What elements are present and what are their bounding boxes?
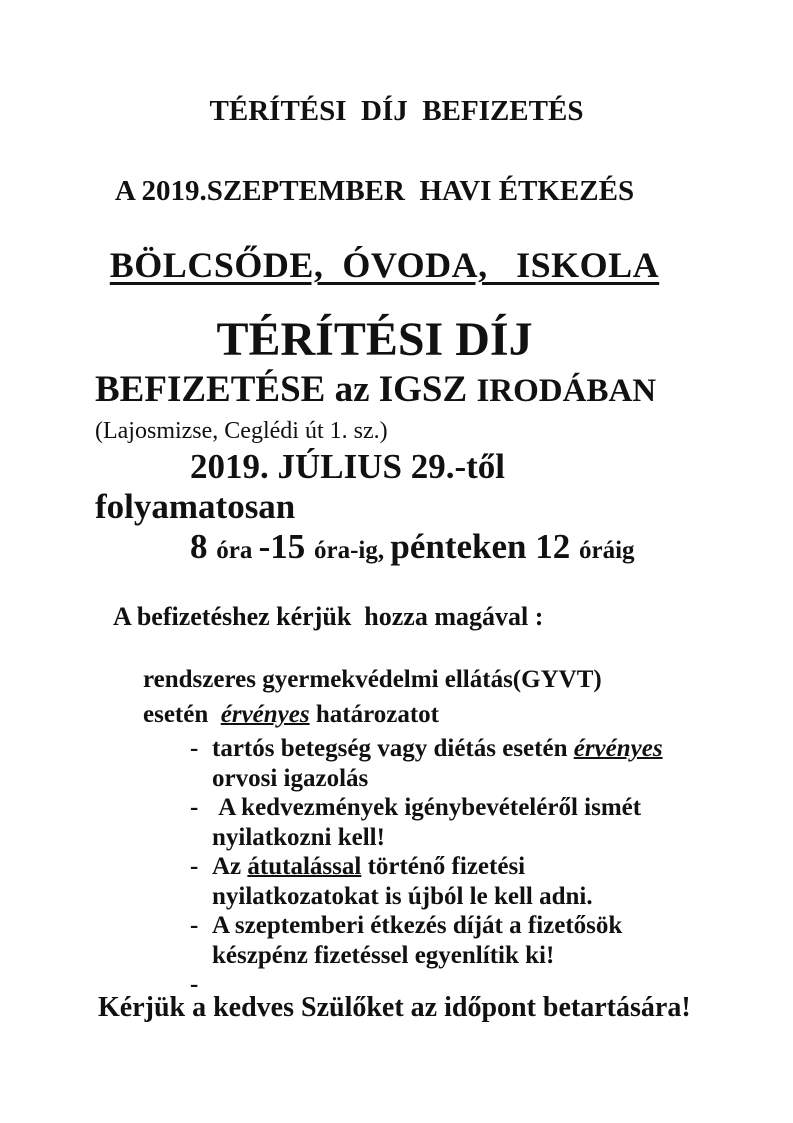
bullet-1-line-2: orvosi igazolás [212, 764, 369, 792]
bullet-1-valid-emphasis: érvényes [573, 735, 663, 762]
bullet-text [212, 793, 753, 852]
hours-small-2: óra-ig, [314, 537, 391, 564]
bullet-text [212, 852, 753, 911]
bullet-1-pre: tartós betegség vagy diétás esetén [212, 735, 574, 762]
intro-line2-post: határozatot [309, 701, 439, 728]
bullet-1-line-1 [212, 734, 753, 764]
bullet-dash: - [190, 794, 199, 821]
requirements-intro [143, 662, 753, 732]
requirements-list [190, 734, 753, 1000]
main-title: TÉRÍTÉSI DÍJ [216, 313, 533, 366]
bullet-dash: - [190, 853, 199, 880]
bullet-dash: - [190, 912, 199, 939]
hours-big-2: -15 [258, 527, 315, 566]
heading-institutions-text: BÖLCSŐDE, ÓVODA, ISKOLA [109, 245, 660, 285]
continuously-line: folyamatosan [95, 487, 296, 526]
office-line [95, 368, 753, 413]
bullet-3-transfer-underline: átutalással [247, 853, 362, 880]
body-content [0, 368, 793, 1024]
address-line: (Lajosmizse, Ceglédi út 1. sz.) [95, 418, 388, 444]
bullet-3-post: történő fizetési [361, 853, 526, 880]
closing-request-line: Kérjük a kedves Szülőket az időpont betartására! [98, 991, 691, 1023]
heading-payment-title: TÉRÍTÉSI DÍJ BEFIZETÉS [209, 95, 584, 127]
list-item [190, 911, 753, 970]
bullet-3-line-2: nyilatkozatokat is újból le kell adni. [212, 882, 593, 910]
office-line-large: BEFIZETÉSE az IGSZ [95, 369, 477, 410]
bullet-dash: - [190, 971, 199, 998]
list-item [190, 852, 753, 911]
hours-big-1: 8 [190, 527, 217, 566]
list-item [190, 734, 753, 793]
office-line-small: IRODÁBAN [476, 373, 657, 409]
bullet-3-line-1 [212, 852, 753, 882]
bring-with-you-line: A befizetéshez kérjük hozza magával : [113, 602, 544, 631]
bullet-3-pre: Az [212, 853, 248, 880]
requirements-intro-line1: rendszeres gyermekvédelmi ellátás(GYVT) [143, 666, 602, 693]
bullet-2-line-1: A kedvezmények igénybevételéről ismét [212, 794, 642, 821]
hours-big-3: pénteken 12 [390, 527, 580, 566]
opening-hours-line [190, 527, 753, 571]
list-item [190, 793, 753, 852]
bullet-4-line-1: A szeptemberi étkezés díját a fizetősök [212, 912, 623, 939]
bullet-4-line-2: készpénz fizetéssel egyenlítik ki! [212, 941, 555, 969]
heading-institutions [0, 244, 781, 286]
requirements-intro-line2 [143, 697, 753, 732]
intro-line2-valid-emphasis: érvényes [220, 701, 310, 728]
bullet-2-line-2: nyilatkozni kell! [212, 823, 385, 851]
bullet-text [212, 734, 753, 793]
intro-line2-pre: esetén [143, 701, 221, 728]
hours-small-1: óra [216, 537, 259, 564]
bullet-dash: - [190, 735, 199, 762]
heading-month: A 2019.SZEPTEMBER HAVI ÉTKEZÉS [114, 175, 635, 207]
start-date-line: 2019. JÚLIUS 29.-től [190, 447, 506, 486]
hours-small-3: óráig [579, 537, 635, 564]
bullet-text [212, 911, 753, 970]
